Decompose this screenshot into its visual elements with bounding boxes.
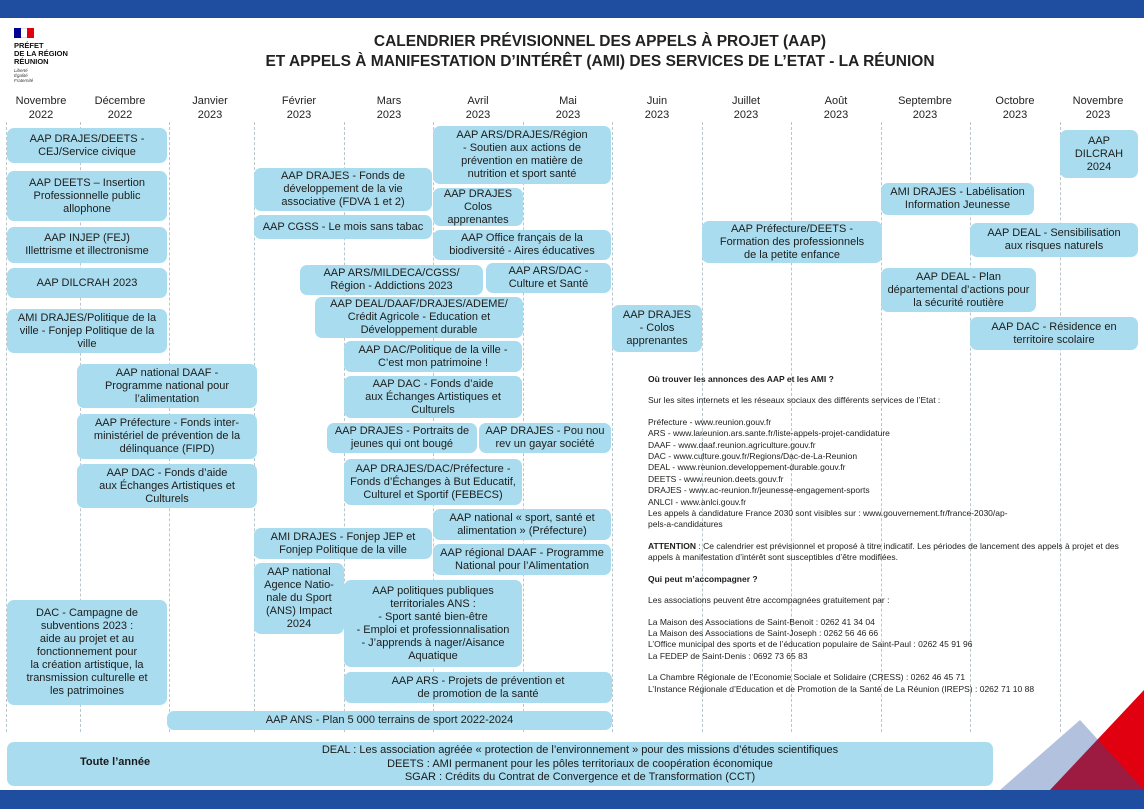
call-box: AAP DEAL/DAAF/DRAJES/ADEME/ Crédit Agricole - Education et Développement durable xyxy=(315,297,523,338)
call-box: AAP DILCRAH 2024 xyxy=(1060,130,1138,178)
title-line-1: CALENDRIER PRÉVISIONNEL DES APPELS À PROJET (AAP) xyxy=(373,33,827,50)
call-box: AAP national Agence Natio- nale du Sport (ANS) Impact 2024 xyxy=(254,563,344,634)
call-box: AAP DAC - Fonds d’aide aux Échanges Artistiques et Culturels xyxy=(344,376,522,418)
month-header: Juin 2023 xyxy=(644,95,670,121)
year-round-text xyxy=(200,744,960,785)
info-sites: Préfecture - www.reunion.gouv.fr ARS - www.lareunion.ars.sante.fr/liste-appels-projet-candidature DAAF - www.daaf.reunion.agriculture.gouv.fr DAC - www.culture.gouv.fr/Regions/Dac-de-La-Reunion DEAL - www.reunion.developpement-durable.gouv.fr DEETS - www.reunion.deets.gouv.fr DRAJES - www.ac-reunion.fr/jeunesse-engagement-sports ANLCI - www.anlci.gouv.fr Les appels à candidature France 2030 sont visibles sur : www.gouvernement.fr/france-2030/ap- pels-a-candidatures xyxy=(648,416,1008,530)
info-question-where: Où trouver les annonces des AAP et les AMI ? xyxy=(648,374,834,384)
french-flag-icon xyxy=(14,28,34,38)
call-box: AAP politiques publiques territoriales ANS : - Sport santé bien-être - Emploi et professionnalisation - J’apprends à nager/Aisance Aquatique xyxy=(344,580,522,667)
call-box: AMI DRAJES - Labélisation Information Jeunesse xyxy=(881,183,1034,215)
call-box: AAP national « sport, santé et alimentation » (Préfecture) xyxy=(433,509,611,540)
call-box: AAP DILCRAH 2023 xyxy=(7,268,167,298)
call-box: AAP ANS - Plan 5 000 terrains de sport 2022-2024 xyxy=(167,711,612,730)
corner-decoration xyxy=(990,680,1144,790)
month-header: Février 2023 xyxy=(281,95,317,121)
call-box: AAP DEAL - Plan départemental d’actions pour la sécurité routière xyxy=(881,268,1036,312)
call-box: AAP ARS/DAC - Culture et Santé xyxy=(486,263,611,293)
info-contacts-1: La Maison des Associations de Saint-Benoit : 0262 41 34 04 La Maison des Associations de Saint-Joseph : 0262 56 46 66 L’Office municipal des sports et de l’éducation populaire de Saint-Paul : 0262 45 91 96 La FEDEP de Saint-Denis : 0692 73 65 83 xyxy=(648,616,973,661)
month-header: Avril 2023 xyxy=(465,95,491,121)
call-box: AAP ARS - Projets de prévention et de promotion de la santé xyxy=(344,672,612,703)
month-header: Mars 2023 xyxy=(376,95,402,121)
bottom-banner xyxy=(0,790,1144,809)
page-title xyxy=(180,32,1020,72)
info-contacts-2: La Chambre Régionale de l’Economie Sociale et Solidaire (CRESS) : 0262 46 45 71 L’Instance Régionale d’Education et de Promotion de la Santé de La Réunion (IREPS) : 0262 71 10 88 xyxy=(648,672,1035,694)
call-box: AAP Préfecture/DEETS - Formation des professionnels de la petite enfance xyxy=(702,221,882,263)
call-box: AAP DEETS – Insertion Professionnelle public allophone xyxy=(7,171,167,221)
title-line-2: ET APPELS À MANIFESTATION D’INTÉRÊT (AMI) DES SERVICES DE L’ETAT - LA RÉUNION xyxy=(265,53,935,70)
year-round-label: Toute l’année xyxy=(80,756,151,768)
call-box: AAP ARS/DRAJES/Région - Soutien aux actions de prévention en matière de nutrition et sport santé xyxy=(433,126,611,184)
info-intro: Sur les sites internets et les réseaux sociaux des différents services de l’Etat : xyxy=(648,395,941,406)
attention-text: : Ce calendrier est prévisionnel et proposé à titre indicatif. Les périodes de lancement des appels à projet et des appels à manifestation d’intérêt sont susceptibles d’être modifiées. xyxy=(648,540,1119,563)
call-box: AAP DAC/Politique de la ville - C’est mon patrimoine ! xyxy=(344,341,522,372)
logo-motto: Liberté Égalité Fraternité xyxy=(14,68,34,83)
call-box: AAP DRAJES/DEETS - CEJ/Service civique xyxy=(7,128,167,163)
month-header: Janvier 2023 xyxy=(192,95,228,121)
month-header: Mai 2023 xyxy=(555,95,581,121)
logo-text: PRÉFET DE LA RÉGION RÉUNION xyxy=(14,41,68,66)
top-banner xyxy=(0,0,1144,18)
call-box: AAP DAC - Fonds d’aide aux Échanges Artistiques et Culturels xyxy=(77,464,257,508)
info-attention xyxy=(648,541,1128,564)
grid-line xyxy=(612,122,613,732)
call-box: AAP DRAJES - Portraits de jeunes qui ont bougé xyxy=(327,423,477,453)
month-header: Novembre 2022 xyxy=(15,95,67,121)
month-header: Décembre 2022 xyxy=(94,95,146,121)
month-header: Août 2023 xyxy=(823,95,849,121)
call-box: AAP national DAAF - Programme national pour l’alimentation xyxy=(77,364,257,408)
call-box: AAP DRAJES Colos apprenantes xyxy=(433,188,523,226)
call-box: AMI DRAJES/Politique de la ville - Fonjep Politique de la ville xyxy=(7,309,167,353)
call-box: AAP DRAJES - Fonds de développement de la vie associative (FDVA 1 et 2) xyxy=(254,168,432,211)
prefecture-logo xyxy=(12,24,92,86)
call-box: AAP DAC - Résidence en territoire scolaire xyxy=(970,317,1138,350)
attention-label: ATTENTION xyxy=(648,540,697,551)
month-header: Octobre 2023 xyxy=(995,95,1035,121)
year-round-line: SGAR : Crédits du Contrat de Convergence et de Transformation (CCT) xyxy=(404,771,756,783)
info-question-who: Qui peut m’accompagner ? xyxy=(648,573,758,584)
info-panel xyxy=(648,374,1128,695)
info-assoc-intro: Les associations peuvent être accompagnées gratuitement par : xyxy=(648,595,890,606)
call-box: DAC - Campagne de subventions 2023 : aide au projet et au fonctionnement pour la création artistique, la transmission culturelle et les patrimoines xyxy=(7,600,167,705)
call-box: AMI DRAJES - Fonjep JEP et Fonjep Politique de la ville xyxy=(254,528,432,559)
call-box: AAP ARS/MILDECA/CGSS/ Région - Addictions 2023 xyxy=(300,265,483,295)
year-round-line: DEETS : AMI permanent pour les pôles territoriaux de coopération économique xyxy=(387,757,773,770)
month-header: Septembre 2023 xyxy=(898,95,952,121)
call-box: AAP INJEP (FEJ) Illettrisme et illectronisme xyxy=(7,227,167,263)
call-box: AAP CGSS - Le mois sans tabac xyxy=(254,215,432,239)
month-header: Juillet 2023 xyxy=(731,95,761,121)
call-box: AAP Préfecture - Fonds inter- ministériel de prévention de la délinquance (FIPD) xyxy=(77,414,257,459)
year-round-line: DEAL : Les association agréée « protection de l’environnement » pour des missions d’études scientifiques xyxy=(321,744,839,756)
call-box: AAP régional DAAF - Programme National pour l’Alimentation xyxy=(433,544,611,575)
call-box: AAP DRAJES - Colos apprenantes xyxy=(612,305,702,352)
month-header: Novembre 2023 xyxy=(1072,95,1124,121)
call-box: AAP DEAL - Sensibilisation aux risques naturels xyxy=(970,223,1138,257)
call-box: AAP DRAJES - Pou nou rev un gayar société xyxy=(479,423,611,453)
call-box: AAP DRAJES/DAC/Préfecture - Fonds d’Échanges à But Educatif, Culturel et Sportif (FEBECS) xyxy=(344,459,522,505)
call-box: AAP Office français de la biodiversité - Aires éducatives xyxy=(433,230,611,260)
